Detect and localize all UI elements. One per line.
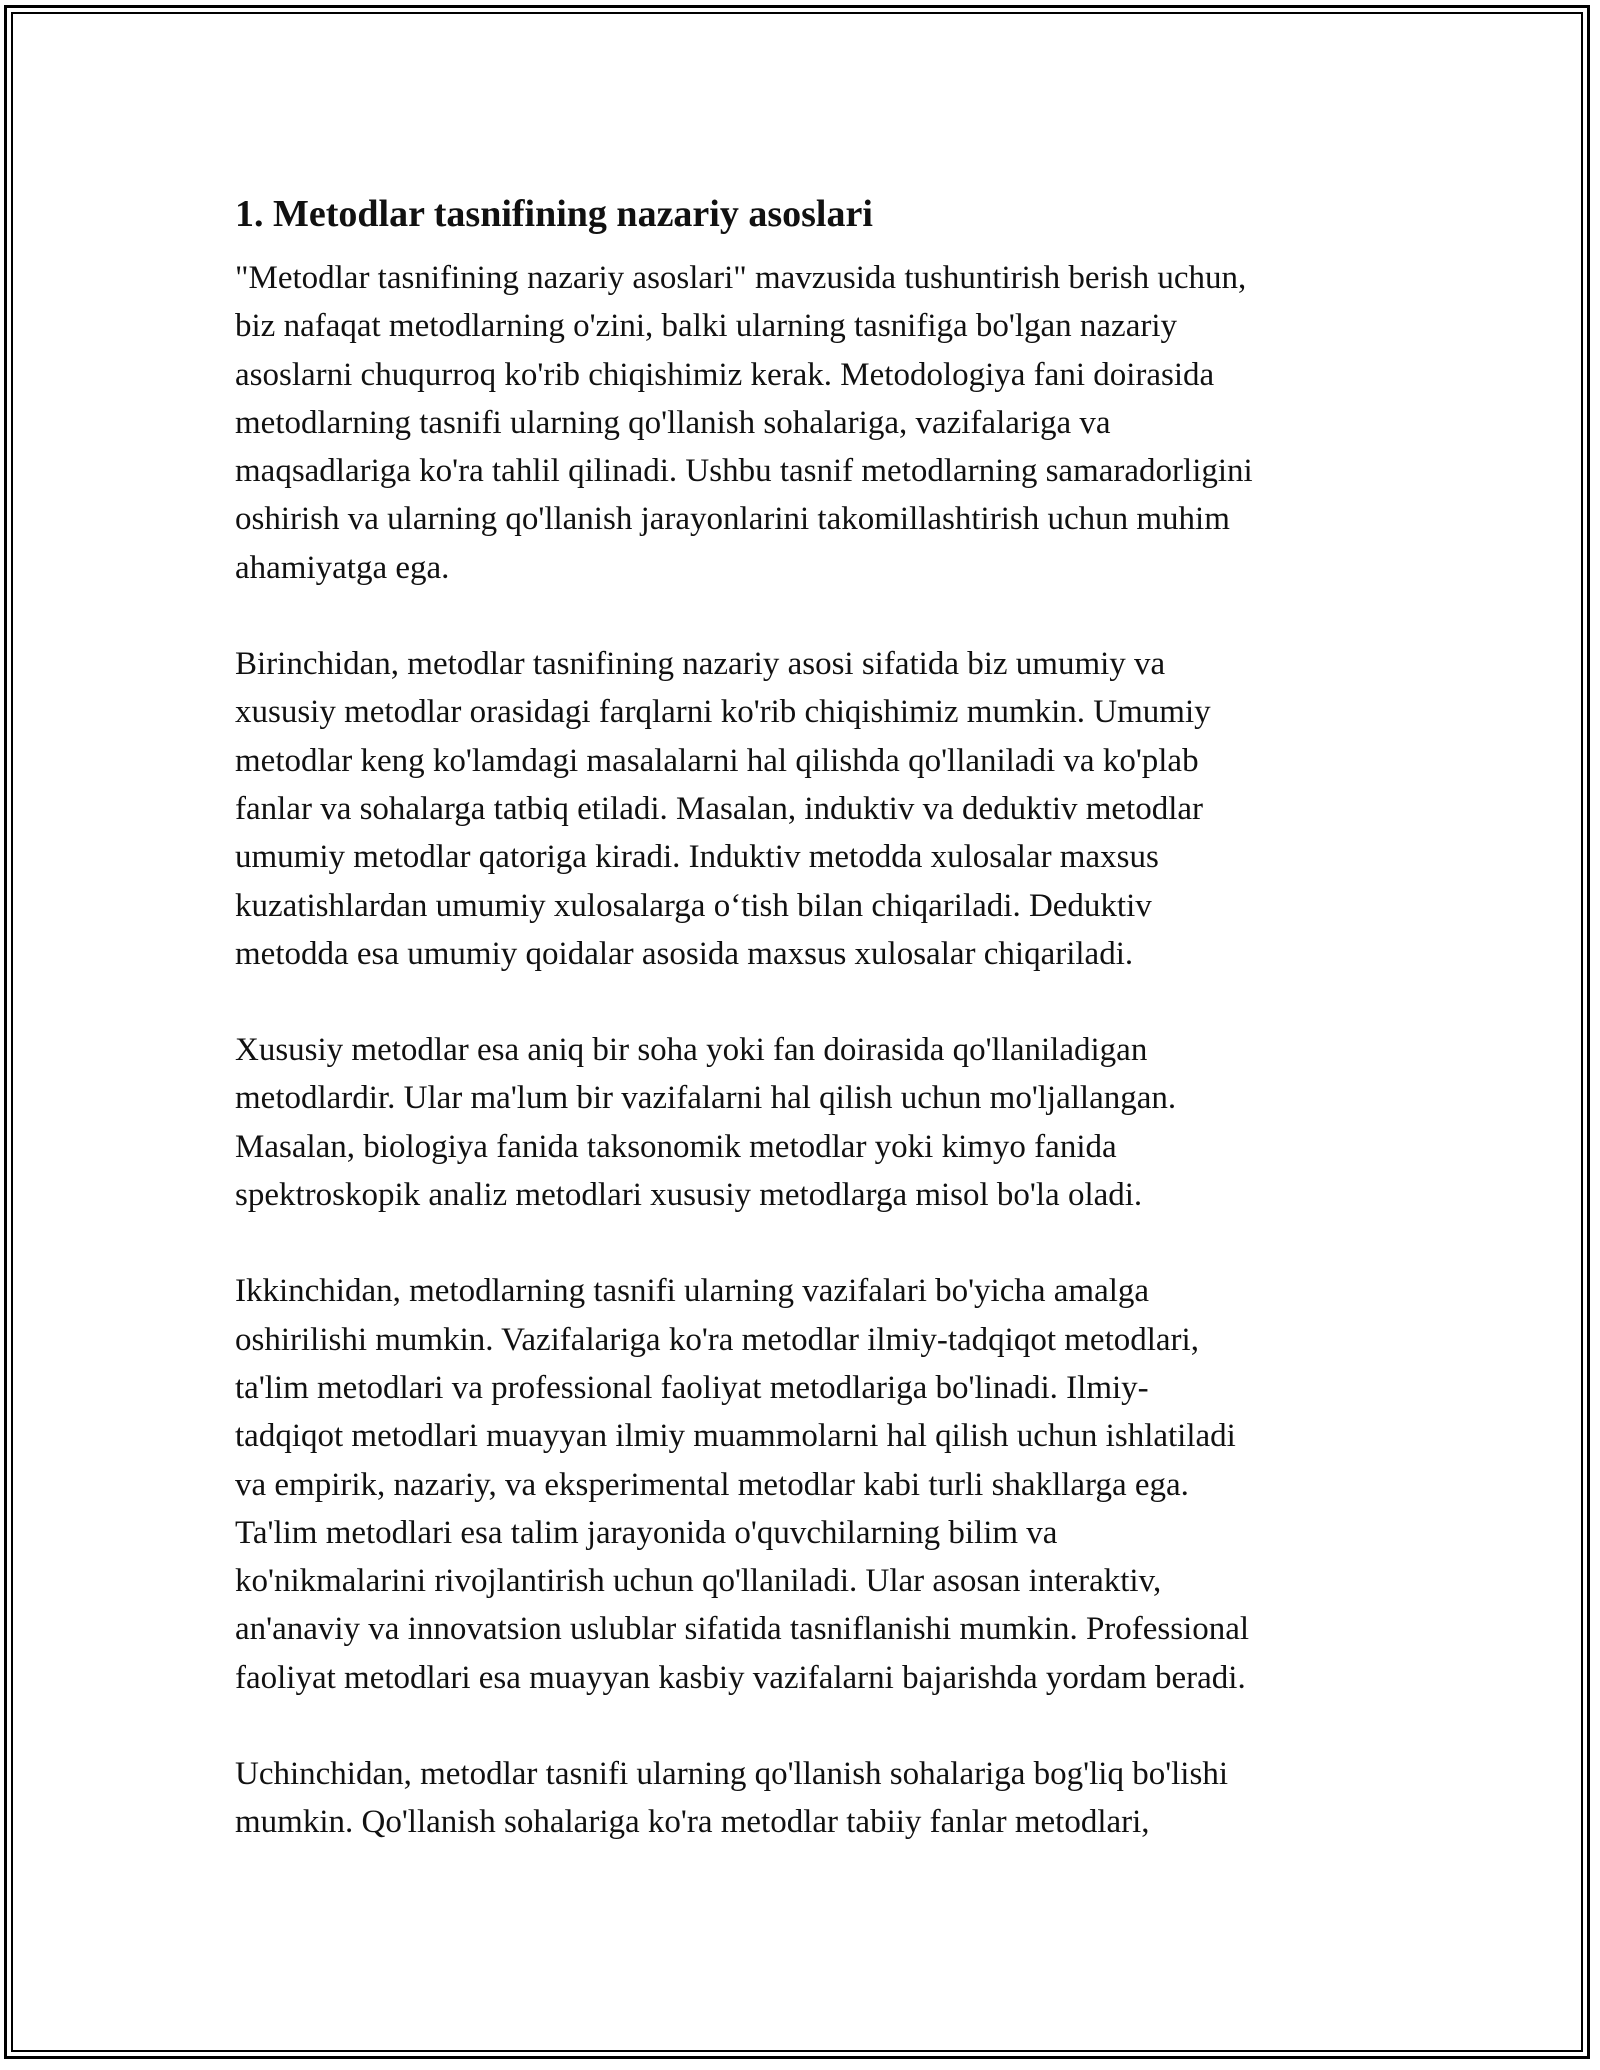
text-line: "Metodlar tasnifining nazariy asoslari" mavzusida tushuntirish berish uchun, bbox=[235, 260, 1247, 296]
text-line: umumiy metodlar qatoriga kiradi. Induktiv metodda xulosalar maxsus bbox=[235, 839, 1159, 876]
text-line: Masalan, biologiya fanida taksonomik metodlar yoki kimyo fanida bbox=[235, 1128, 1117, 1165]
paragraph-specific-methods bbox=[235, 1026, 1375, 1219]
text-line: kuzatishlardan umumiy xulosalarga o‘tish bilan chiqariladi. Deduktiv bbox=[235, 887, 1152, 924]
text-line: fanlar va sohalarga tatbiq etiladi. Masalan, induktiv va deduktiv metodlar bbox=[235, 790, 1204, 827]
text-line: oshirilishi mumkin. Vazifalariga ko'ra metodlar ilmiy-tadqiqot metodlari, bbox=[235, 1321, 1199, 1358]
text-line: Birinchidan, metodlar tasnifining nazariy asosi sifatida biz umumiy va bbox=[235, 646, 1166, 683]
text-line: Ikkinchidan, metodlarning tasnifi ularning vazifalari bo'yicha amalga bbox=[235, 1273, 1150, 1310]
text-line: metodlardir. Ular ma'lum bir vazifalarni hal qilish uchun mo'ljallangan. bbox=[235, 1080, 1177, 1117]
text-line: metodlar keng ko'lamdagi masalalarni hal qilishda qo'llaniladi va ko'plab bbox=[235, 742, 1199, 779]
text-line: mumkin. Qo'llanish sohalariga ko'ra metodlar tabiiy fanlar metodlari, bbox=[235, 1804, 1150, 1841]
text-line: ta'lim metodlari va professional faoliyat metodlariga bo'linadi. Ilmiy- bbox=[235, 1369, 1149, 1406]
paragraph-intro bbox=[235, 254, 1375, 592]
text-line: tadqiqot metodlari muayyan ilmiy muammolarni hal qilish uchun ishlatiladi bbox=[235, 1418, 1236, 1455]
text-line: Uchinchidan, metodlar tasnifi ularning qo'llanish sohalariga bog'liq bo'lishi bbox=[235, 1756, 1228, 1793]
document-body bbox=[235, 186, 1375, 1895]
text-line: biz nafaqat metodlarning o'zini, balki ularning tasnifiga bo'lgan nazariy bbox=[235, 308, 1177, 345]
text-line: va empirik, nazariy, va eksperimental metodlar kabi turli shakllarga ega. bbox=[235, 1466, 1189, 1503]
section-heading: 1. Metodlar tasnifining nazariy asoslari bbox=[235, 193, 873, 235]
text-line: Ta'lim metodlari esa talim jarayonida o'quvchilarning bilim va bbox=[235, 1514, 1058, 1551]
text-line: asoslarni chuqurroq ko'rib chiqishimiz kerak. Metodologiya fani doirasida bbox=[235, 356, 1215, 393]
text-line: ahamiyatga ega. bbox=[235, 549, 450, 586]
text-line: faoliyat metodlari esa muayyan kasbiy vazifalarni bajarishda yordam beradi. bbox=[235, 1659, 1246, 1696]
text-line: Xususiy metodlar esa aniq bir soha yoki fan doirasida qo'llaniladigan bbox=[235, 1032, 1148, 1069]
text-line: spektroskopik analiz metodlari xususiy metodlarga misol bo'la oladi. bbox=[235, 1177, 1143, 1214]
text-line: an'anaviy va innovatsion uslublar sifatida tasniflanishi mumkin. Professional bbox=[235, 1611, 1250, 1648]
text-line: xususiy metodlar orasidagi farqlarni ko'rib chiqishimiz mumkin. Umumiy bbox=[235, 694, 1211, 731]
paragraph-third bbox=[235, 1750, 1375, 1847]
text-line: metodlarning tasnifi ularning qo'llanish sohalariga, vazifalariga va bbox=[235, 404, 1111, 441]
text-line: ko'nikmalarini rivojlantirish uchun qo'llaniladi. Ular asosan interaktiv, bbox=[235, 1563, 1162, 1600]
paragraph-second bbox=[235, 1267, 1375, 1702]
paragraph-first bbox=[235, 640, 1375, 978]
text-line: maqsadlariga ko'ra tahlil qilinadi. Ushbu tasnif metodlarning samaradorligini bbox=[235, 453, 1253, 490]
text-line: oshirish va ularning qo'llanish jarayonlarini takomillashtirish uchun muhim bbox=[235, 501, 1230, 538]
text-line: metodda esa umumiy qoidalar asosida maxsus xulosalar chiqariladi. bbox=[235, 935, 1134, 972]
